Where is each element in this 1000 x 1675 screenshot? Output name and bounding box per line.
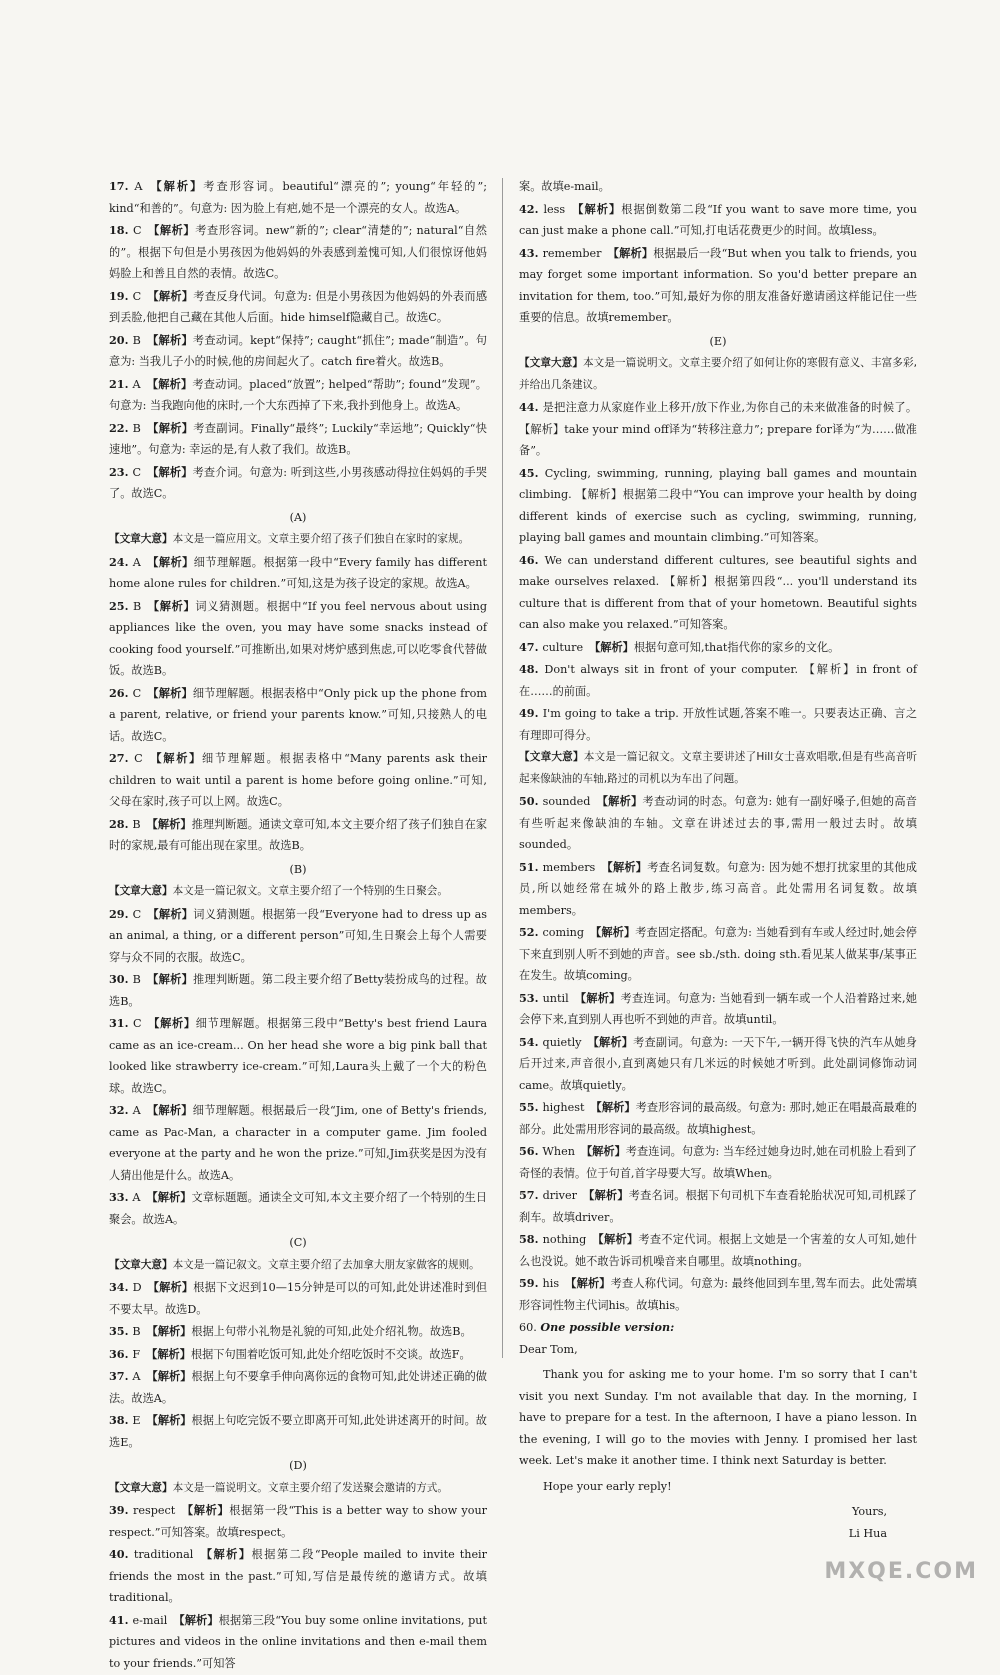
item-answer: B [132, 333, 141, 347]
item-answer: D [132, 1281, 142, 1294]
item-answer: When [542, 1145, 575, 1158]
analysis-tag: 【解析】 [147, 223, 196, 237]
item-number: 17. [109, 179, 135, 193]
analysis-tag: 【解析】 [146, 1413, 192, 1427]
item-answer: B [132, 817, 141, 831]
answer-item [109, 462, 487, 505]
item-number: 49. [519, 706, 543, 720]
item-number: 29. [109, 906, 133, 921]
answer-item [109, 1187, 487, 1230]
item-answer: A [132, 1104, 141, 1117]
item-explanation: 考查介词。句意为: 听到这些,小男孩感动得拉住妈妈的手哭了。故选C。 [109, 465, 487, 500]
item-answer: sounded [542, 795, 591, 808]
item-number: 26. [109, 685, 133, 700]
section-e-heading: (E) [709, 334, 727, 348]
item-number: 46. [519, 552, 545, 567]
letter-greeting: Dear Tom, [519, 1342, 578, 1356]
item-number: 23. [109, 464, 133, 479]
analysis-tag: 【解析】 [580, 1144, 626, 1158]
item-number: 40. [109, 1547, 134, 1561]
item-number: 32. [109, 1103, 133, 1117]
item-explanation: 细节理解题。根据第一段中“Every family has different home alone rules for children.”可知,这是为孩子设定的家规。故选A。 [109, 555, 487, 590]
letter-body: Thank you for asking me to your home. I'm so sorry that I can't visit you next Sunday. I'm not available that day. In the morning, I have to prepare for a test. In the afternoon, I have a piano lesson. In the evening, I will go to the movies with Jenny. I promised her last week. Let's make it another time. I think next Saturday is better. [519, 1368, 917, 1467]
item-explanation: 考查连词。句意为: 当她看到一辆车或一个人沿着路过来,她会停下来,直到别人再也听不到她的声音。故填until。 [519, 991, 917, 1026]
item-number: 47. [519, 639, 543, 654]
section-b-heading: (B) [289, 862, 307, 876]
analysis-tag: 【解析】 [607, 245, 654, 260]
answer-item [519, 1273, 917, 1316]
analysis-tag: 【解析】 [574, 990, 621, 1005]
analysis-tag: 【解析】 [148, 751, 203, 765]
item-answer: nothing [542, 1233, 587, 1246]
answer-item [109, 286, 487, 329]
item-number: 56. [519, 1144, 543, 1158]
item-number: 59. [519, 1276, 543, 1290]
column-divider [502, 178, 503, 1358]
letter-number: 60. [519, 1321, 537, 1334]
group-34-38 [109, 1277, 487, 1453]
item-answer: e-mail [132, 1613, 168, 1627]
summary-tag: 【文章大意】 [109, 885, 173, 897]
right-column [519, 176, 917, 1544]
item-explanation: 考查连词。句意为: 当车经过她身边时,她在司机脸上看到了奇怪的表情。位于句首,首字母要大写。故填When。 [519, 1145, 917, 1180]
item-explanation: 考查形容词。new“新的”; clear“清楚的”; natural“自然的”。根据下句但是小男孩因为他妈妈的外表感到羞愧可知,人们很惊讶他妈妈脸上和善且自然的表情。故选C。 [109, 224, 487, 280]
item-number: 37. [109, 1369, 133, 1383]
item-number: 43. [519, 245, 543, 260]
item-number: 51. [519, 859, 543, 874]
analysis-tag: 【解析】 [147, 685, 193, 700]
answer-item [519, 1185, 917, 1228]
item-answer: C [132, 465, 142, 479]
item-explanation: 考查人称代词。句意为: 最终他回到车里,驾车而去。此处需填形容词性物主代词his。故填his。 [519, 1277, 917, 1312]
summary-tag: 【文章大意】 [109, 1481, 173, 1494]
answer-item [519, 857, 917, 922]
summary-tag: 【文章大意】 [519, 357, 583, 369]
answer-item [109, 1100, 487, 1186]
watermark-logo: MXQE.COM [824, 1558, 978, 1584]
item-answer: C [134, 752, 143, 765]
analysis-tag: 【解析】 [571, 201, 622, 216]
item-number: 57. [519, 1188, 543, 1202]
item-explanation: 考查动词的时态。句意为: 她有一副好嗓子,但她的高音有些听起来像缺油的车轴。文章在讲述过去的事,需用一般过去时。故填sounded。 [519, 795, 917, 851]
item-explanation: 根据倒数第二段“If you want to save more time, you can just make a phone call.”可知,打电话花费更少的时间。故填less。 [519, 202, 917, 237]
item-explanation: 考查形容词的最高级。句意为: 那时,她正在唱最高最难的部分。此处需用形容词的最高级。故填highest。 [519, 1101, 917, 1136]
analysis-tag: 【解析】 [582, 1188, 629, 1202]
answer-item [519, 199, 917, 242]
item-number: 36. [109, 1346, 133, 1361]
analysis-tag: 【解析】 [146, 1190, 192, 1204]
item-number: 31. [109, 1016, 134, 1030]
item-answer: quietly [542, 1035, 582, 1049]
item-number: 25. [109, 598, 134, 613]
continuation-text: 案。故填e-mail。 [519, 180, 610, 193]
answer-item [109, 1277, 487, 1320]
item-explanation: Don't always sit in front of your computer. 【解析】in front of在……的前面。 [519, 663, 917, 698]
item-explanation: 根据句意可知,that指代你的家乡的文化。 [633, 640, 840, 654]
item-answer: F [132, 1347, 141, 1361]
group-29-33 [109, 904, 487, 1231]
item-explanation: 词义猜测题。根据第一段“Everyone had to dress up as an animal, a thing, or a different person”可知,生日聚会上每个人需要穿与众不同的衣服。故选C。 [109, 907, 487, 964]
group-50-59 [519, 791, 917, 1316]
item-number: 34. [109, 1280, 133, 1294]
answer-item [519, 637, 917, 659]
analysis-tag: 【解析】 [147, 598, 196, 613]
summary-a [109, 529, 487, 551]
analysis-tag: 【解析】 [601, 859, 648, 874]
item-answer: less [543, 202, 566, 216]
model-letter [519, 1317, 917, 1544]
item-answer: remember [542, 246, 602, 260]
answer-item [109, 1321, 487, 1343]
item-explanation: 考查动词。kept“保持”; caught“抓住”; made“制造”。句意为: 当我儿子小的时候,他的房间起火了。catch fire着火。故选B。 [109, 333, 487, 368]
item-answer: culture [542, 640, 584, 654]
summary-e [519, 353, 917, 396]
item-explanation: 文章标题题。通读全文可知,本文主要介绍了一个特别的生日聚会。故选A。 [109, 1191, 487, 1226]
answer-item [519, 703, 917, 746]
analysis-tag: 【解析】 [146, 420, 194, 435]
item-explanation: 根据上句吃完饭不要立即离开可知,此处讲述离开的时间。故选E。 [109, 1414, 487, 1449]
item-number: 33. [109, 1190, 133, 1204]
item-explanation: 根据最后一段“But when you talk to friends, you may forget some important information. So you'd better prepare an invitation for them, too.”可知,最好为你的朋友准备好邀请函这样能记住一些重要的信息。故填remember。 [519, 246, 917, 324]
analysis-tag: 【解析】 [589, 639, 634, 654]
analysis-tag: 【解析】 [146, 554, 194, 569]
item-explanation: 细节理解题。根据最后一段“Jim, one of Betty's friends, came as Pac-Man, a character in a computer game. Jim fooled everyone at the party and he won the prize.”可知,Jim获奖是因为没有人猜出他是什么。故选A。 [109, 1104, 488, 1182]
item-number: 48. [519, 662, 545, 676]
item-answer: A [134, 180, 143, 193]
item-number: 55. [519, 1100, 543, 1114]
item-explanation: I'm going to take a trip. 开放性试题,答案不唯一。只要表达正确、言之有理即可得分。 [519, 707, 918, 742]
item-number: 50. [519, 794, 543, 808]
analysis-tag: 【解析】 [146, 1103, 193, 1117]
item-explanation: 考查副词。Finally“最终”; Luckily“幸运地”; Quickly“快速地”。句意为: 幸运的是,有人救了我们。故选B。 [109, 421, 487, 456]
letter-signature: Li Hua [848, 1526, 887, 1540]
summary-c [109, 1255, 487, 1277]
item-explanation: 根据第二段“People mailed to invite their friends the most in the past.”可知,写信是最传统的邀请方式。故填traditional。 [109, 1548, 487, 1604]
item-explanation: Cycling, swimming, running, playing ball games and mountain climbing. 【解析】根据第二段中“You can improve your health by doing different kinds of exercise such as cycling, swimming, running, playing ball games and mountain climbing.”可知答案。 [519, 466, 917, 544]
analysis-tag: 【解析】 [147, 464, 193, 479]
item-explanation: 考查动词。placed“放置”; helped“帮助”; found“发现”。句意为: 当我跑向他的床时,一个大东西掉了下来,我扑到他身上。故选A。 [109, 377, 487, 412]
item-explanation: 根据下句围着吃饭可知,此处介绍吃饭时不交谈。故选F。 [190, 1347, 471, 1361]
item-number: 24. [109, 554, 133, 569]
item-explanation: 考查反身代词。句意为: 但是小男孩因为他妈妈的外表而感到丢脸,他把自己藏在其他人后面。hide himself隐藏自己。故选C。 [109, 289, 488, 324]
answer-item [519, 463, 917, 549]
item-answer: C [132, 686, 142, 700]
answer-item [109, 418, 487, 461]
left-column [109, 176, 487, 1675]
summary-tag: 【文章大意】 [519, 751, 584, 763]
item-answer: A [132, 555, 141, 569]
item-number: 39. [109, 1503, 134, 1517]
answer-item [519, 1141, 917, 1184]
item-answer: highest [542, 1101, 585, 1114]
item-explanation: 考查副词。句意为: 一天下午,一辆开得飞快的汽车从她身后开过来,声音很小,直到离她只有几米远的时候她才听到。此处副词修饰动词came。故填quietly。 [519, 1035, 917, 1092]
item-number: 38. [109, 1413, 133, 1427]
item-explanation: We can understand different cultures, see beautiful sights and make ourselves relaxed. 【解析】根据第四段“... you'll understand its culture that is different from that of your hometown. Beautiful sights can also make you relaxed.”可知答案。 [519, 553, 918, 631]
item-number: 58. [519, 1232, 543, 1246]
answer-item [109, 683, 487, 748]
item-number: 54. [519, 1034, 543, 1049]
item-number: 52. [519, 925, 543, 939]
analysis-tag: 【解析】 [147, 906, 194, 921]
item-number: 20. [109, 332, 133, 347]
item-number: 22. [109, 420, 133, 435]
item-number: 28. [109, 816, 133, 831]
item-number: 41. [109, 1612, 133, 1627]
letter-closing: Hope your early reply! [543, 1479, 672, 1493]
item-answer: C [132, 224, 142, 237]
analysis-tag: 【解析】 [147, 288, 194, 303]
analysis-tag: 【解析】 [173, 1612, 219, 1627]
item-explanation: 细节理解题。根据表格中“Only pick up the phone from a parent, relative, or friend your parents know.”可知,只接熟人的电话。故选C。 [109, 686, 487, 743]
answer-item [109, 1366, 487, 1409]
item-answer: driver [542, 1189, 577, 1202]
answer-item [519, 988, 917, 1031]
answer-item [109, 969, 487, 1012]
section-c-heading: (C) [289, 1236, 307, 1249]
item-answer: A [132, 1370, 141, 1383]
analysis-tag: 【解析】 [199, 1547, 252, 1561]
answer-item [519, 397, 917, 462]
item-answer: B [132, 1325, 141, 1338]
summary-text: 本文是一篇记叙文。文章主要讲述了Hill女士喜欢唱歌,但是有些高音听起来像缺油的车轴,路过的司机以为车出了问题。 [519, 751, 918, 785]
section-d-heading: (D) [289, 1459, 307, 1472]
answer-item [519, 659, 917, 702]
item-number: 19. [109, 288, 133, 303]
analysis-tag: 【解析】 [146, 972, 194, 986]
item-explanation: 根据上句不要拿手伸向离你远的食物可知,此处讲述正确的做法。故选A。 [109, 1370, 487, 1405]
item-number: 44. [519, 400, 543, 414]
answer-item [109, 1344, 487, 1366]
analysis-tag: 【解析】 [146, 376, 193, 391]
answer-item [109, 1544, 487, 1609]
answer-item [519, 1229, 917, 1272]
item-number: 18. [109, 223, 133, 237]
item-answer: B [132, 973, 141, 986]
item-answer: C [133, 1017, 142, 1030]
answer-item [109, 220, 487, 285]
summary-b [109, 881, 487, 903]
answer-item [109, 904, 487, 969]
item-explanation: 考查固定搭配。句意为: 当她看到有车或人经过时,她会停下来直到别人听不到她的声音。see sb./sth. doing sth.看见某人做某事/某事正在发生。故填coming。 [519, 926, 917, 982]
analysis-tag: 【解析】 [146, 816, 192, 831]
item-explanation: 考查形容词。beautiful“漂亮的”; young“年轻的”; kind“和善的”。句意为: 因为脸上有疤,她不是一个漂亮的女人。故选A。 [109, 180, 487, 215]
analysis-tag: 【解析】 [181, 1503, 230, 1517]
item-number: 27. [109, 751, 135, 765]
letter-heading: One possible version: [540, 1320, 675, 1334]
answer-item [109, 748, 487, 813]
item-answer: respect [133, 1504, 176, 1517]
answer-item [109, 814, 487, 857]
item-explanation: 根据第三段“You buy some online invitations, put pictures and videos in the online invitations and then e-mail them to your friends.”可知答 [109, 1613, 487, 1670]
item-explanation: 根据上句带小礼物是礼貌的可知,此处介绍礼物。故选B。 [191, 1325, 472, 1338]
item-explanation: 根据第一段“This is a better way to show your respect.”可知答案。故填respect。 [109, 1504, 487, 1539]
section-a-heading: (A) [289, 510, 307, 524]
summary-text: 本文是一篇应用文。文章主要介绍了孩子们独自在家时的家规。 [172, 533, 470, 545]
analysis-tag: 【解析】 [587, 1034, 634, 1049]
item-explanation: 是把注意力从家庭作业上移开/放下作业,为你自己的未来做准备的时候了。【解析】take your mind off译为“转移注意力”; prepare for译为“为……做准备”。 [519, 401, 918, 457]
summary-tag: 【文章大意】 [109, 533, 173, 545]
answer-item [519, 243, 917, 329]
item-answer: C [132, 907, 142, 921]
analysis-tag: 【解析】 [146, 1324, 192, 1338]
group-24-28 [109, 552, 487, 857]
analysis-tag: 【解析】 [147, 1280, 194, 1294]
item-explanation: 词义猜测题。根据中“If you feel nervous about using appliances like the oven, you may have some snacks instead of cooking food yourself.”可推断出,如果对烤炉感到焦虑,可以吃零食代替做饭。故选B。 [109, 599, 487, 677]
item-number: 45. [519, 465, 545, 480]
group-44-49 [519, 397, 917, 746]
item-answer: until [542, 991, 569, 1005]
item-number: 21. [109, 376, 133, 391]
analysis-tag: 【解析】 [596, 794, 643, 808]
item-number: 42. [519, 201, 544, 216]
item-answer: B [133, 599, 142, 613]
item-answer: C [132, 289, 142, 303]
answer-item [109, 1013, 487, 1099]
summary-text: 本文是一篇说明文。文章主要介绍了如何让你的寒假有意义、丰富多彩,并给出几条建议。 [519, 357, 917, 391]
item-answer: A [132, 1191, 141, 1204]
answer-item [519, 1097, 917, 1140]
item-answer: members [542, 860, 596, 874]
answer-item [519, 922, 917, 987]
item-explanation: 考查不定代词。根据上文她是一个害羞的女人可知,她什么也没说。她不敢告诉司机噪音来自哪里。故填nothing。 [519, 1233, 917, 1268]
analysis-tag: 【解析】 [146, 1346, 191, 1361]
answer-item [109, 176, 487, 219]
analysis-tag: 【解析】 [590, 1100, 636, 1114]
item-number: 53. [519, 990, 543, 1005]
group-17-23 [109, 176, 487, 505]
analysis-tag: 【解析】 [146, 332, 193, 347]
analysis-tag: 【解析】 [147, 1016, 196, 1030]
summary-f [519, 747, 917, 790]
item-answer: B [132, 421, 141, 435]
item-explanation: 细节理解题。根据表格中“Many parents ask their children to wait until a parent is home before going online.”可知,父母在家时,孩子可以上网。故选C。 [109, 752, 487, 808]
answer-item [109, 596, 487, 682]
analysis-tag: 【解析】 [148, 179, 204, 193]
answer-item [519, 791, 917, 856]
item-number: 30. [109, 972, 133, 986]
item-explanation: 细节理解题。根据第三段中“Betty's best friend Laura came as an ice-cream... On her head she wore a big pink ball that looked like strawberry ice-cream.”可知,Laura头上戴了一个大的粉色球。故选C。 [109, 1017, 487, 1095]
analysis-tag: 【解析】 [146, 1369, 192, 1383]
item-explanation: 推理判断题。第二段主要介绍了Betty装扮成鸟的过程。故选B。 [109, 973, 487, 1008]
group-39-41 [109, 1500, 487, 1674]
item-explanation: 根据下文迟到10—15分钟是可以的可知,此处讲述准时到但不要太早。故选D。 [109, 1281, 488, 1316]
group-42-43 [519, 199, 917, 329]
item-answer: coming [542, 926, 585, 939]
answer-item [109, 374, 487, 417]
item-explanation: 考查名词。根据下句司机下车查看轮胎状况可知,司机踩了刹车。故填driver。 [519, 1189, 917, 1224]
analysis-tag: 【解析】 [592, 1232, 639, 1246]
letter-yours: Yours, [852, 1505, 887, 1518]
analysis-tag: 【解析】 [565, 1276, 611, 1290]
summary-text: 本文是一篇记叙文。文章主要介绍了去加拿大朋友家做客的规则。 [172, 1258, 480, 1271]
answer-item [519, 1032, 917, 1097]
item-explanation: 推理判断题。通读文章可知,本文主要介绍了孩子们独自在家时的家规,最有可能出现在家里。故选B。 [109, 817, 488, 852]
item-number: 35. [109, 1324, 133, 1338]
answer-item [109, 1610, 487, 1675]
answer-item [109, 330, 487, 373]
summary-text: 本文是一篇记叙文。文章主要介绍了一个特别的生日聚会。 [172, 885, 448, 897]
analysis-tag: 【解析】 [590, 925, 636, 939]
summary-text: 本文是一篇说明文。文章主要介绍了发送聚会邀请的方式。 [172, 1481, 448, 1494]
item-answer: traditional [133, 1548, 194, 1561]
item-answer: A [132, 377, 141, 391]
item-explanation: 考查名词复数。句意为: 因为她不想打扰家里的其他成员,所以她经常在城外的路上散步,练习高音。此处需用名词复数。故填members。 [519, 860, 917, 917]
item-answer: his [542, 1277, 560, 1290]
answer-item [519, 550, 917, 636]
answer-item [109, 1410, 487, 1453]
answer-item [109, 1500, 487, 1543]
answer-item [109, 552, 487, 595]
summary-d [109, 1478, 487, 1500]
item-answer: E [132, 1414, 141, 1427]
summary-tag: 【文章大意】 [109, 1258, 173, 1271]
